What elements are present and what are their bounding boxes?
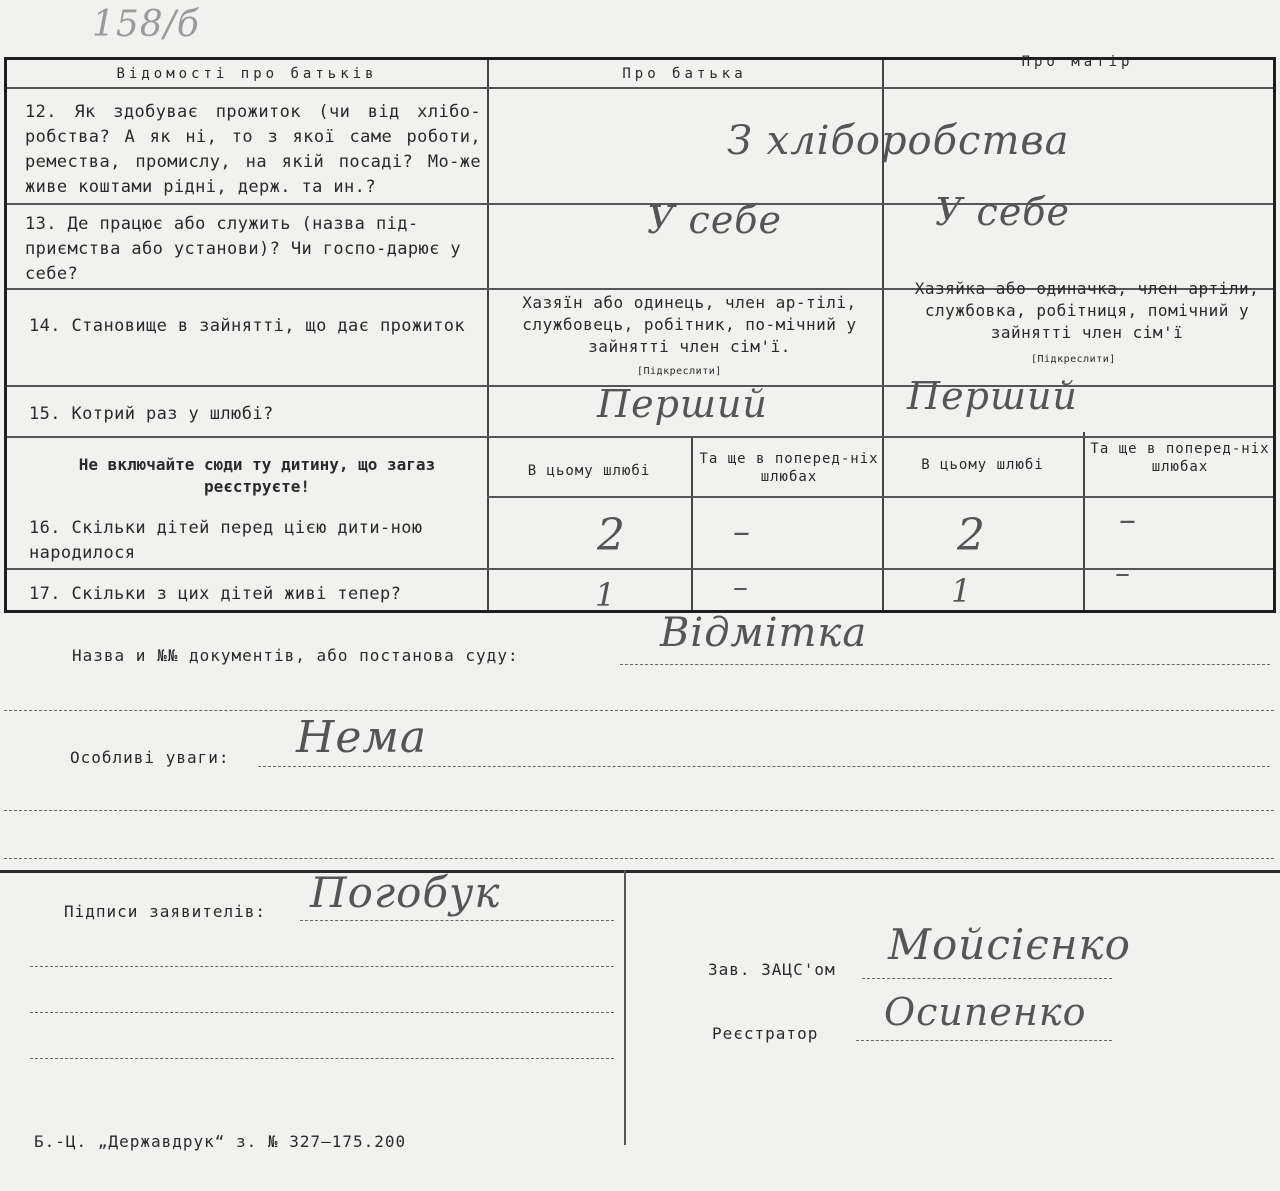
answer-17-father-prev: – [733,570,749,605]
applicants-line-3 [30,1012,614,1013]
answer-17-mother-prev: – [1115,556,1131,591]
applicants-line-4 [30,1058,614,1059]
parents-info-table [4,54,1276,614]
head-zags-signature: Мойсієнко [888,920,1131,969]
applicants-signature: Погобук [310,868,501,917]
remarks-line-3 [4,858,1274,859]
mother-this-marriage-header: В цьому шлюбі [921,457,1044,473]
father-underline-note: [Підкреслити] [637,366,722,377]
registrar-line [856,1040,1112,1041]
answer-17-mother-this: 1 [951,572,973,610]
documents-value: Відмітка [660,610,868,656]
father-previous-header: Та ще в поперед-ніх шлюбах [699,451,879,485]
answer-13-mother: У себе [935,190,1070,234]
signature-column-divider [624,870,626,1145]
documents-line [620,664,1270,665]
printer-footer: Б.-Ц. „Державдрук“ з. № 327—175.200 [34,1132,407,1151]
mother-occupation-options: Хазяйка або одиначка, член артіли, службовка, робітниця, помічний у зайнятті член сім'ї [914,279,1260,342]
header-info: Відомості про батьків [116,66,378,82]
answer-16-father-prev: – [733,512,751,552]
column-divider [691,438,693,610]
remarks-value: Нема [296,712,428,763]
corner-note: 158/б [92,4,200,45]
answer-16-mother-prev: – [1119,500,1137,540]
registrar-signature: Осипенко [884,990,1087,1034]
row-divider [7,203,1273,205]
question-15: 15. Котрий раз у шлюбі? [29,404,274,424]
mother-underline-note: [Підкреслити] [1031,354,1116,365]
applicants-line-2 [30,966,614,967]
question-12: 12. Як здобуває прожиток (чи від хлібо-робства? А як ні, то з якої саме роботи, ремества, промислу, на якій посаді? Мо-же живе коштами рідні, держ. та ин.? [25,102,481,197]
remarks-line-2 [4,810,1274,811]
answer-13-father: У себе [647,198,782,242]
question-13: 13. Де працює або служить (назва під-приємства або установи)? Чи госпо-дарює у себе? [25,214,462,284]
applicants-signature-label: Підписи заявителів: [64,902,267,921]
answer-12: З хліборобства [727,118,1070,164]
column-divider [1083,432,1085,610]
head-zags-label: Зав. ЗАЦС'ом [708,960,836,979]
header-father: Про батька [622,66,747,82]
header-mother: Про матір [1021,54,1134,70]
answer-16-mother-this: 2 [957,510,986,561]
answer-16-father-this: 2 [597,510,626,561]
documents-line-2 [4,710,1274,711]
question-16: 16. Скільки дітей перед цією дити-ною народилося [29,518,423,563]
column-divider [487,60,489,610]
remarks-label: Особливі уваги: [70,748,230,767]
question-17: 17. Скільки з цих дітей живі тепер? [29,584,402,604]
head-zags-line [862,978,1112,979]
documents-label: Назва и №№ документів, або постанова суду: [72,646,519,665]
answer-15-mother: Перший [907,374,1078,418]
row-divider [7,87,1273,89]
answer-17-father-this: 1 [595,576,617,614]
father-occupation-options: Хазяїн або одинець, член ар-тілі, службовець, робітник, по-мічний у зайнятті член сім'ї. [522,293,857,356]
row-divider [7,568,1273,570]
remarks-line [258,766,1270,767]
row-divider [487,496,1273,498]
answer-15-father: Перший [597,382,768,426]
row-divider [7,436,1273,438]
applicants-line [300,920,614,921]
father-this-marriage-header: В цьому шлюбі [527,463,651,479]
question-14: 14. Становище в зайнятті, що дає прожиток [29,316,466,336]
signature-top-rule [0,870,1280,873]
mother-previous-header: Та ще в поперед-ніх шлюбах [1090,441,1270,475]
registrar-label: Реєстратор [712,1024,819,1043]
exclude-child-note: Не включайте сюди ту дитину, що загаз реєструєте! [78,455,436,496]
